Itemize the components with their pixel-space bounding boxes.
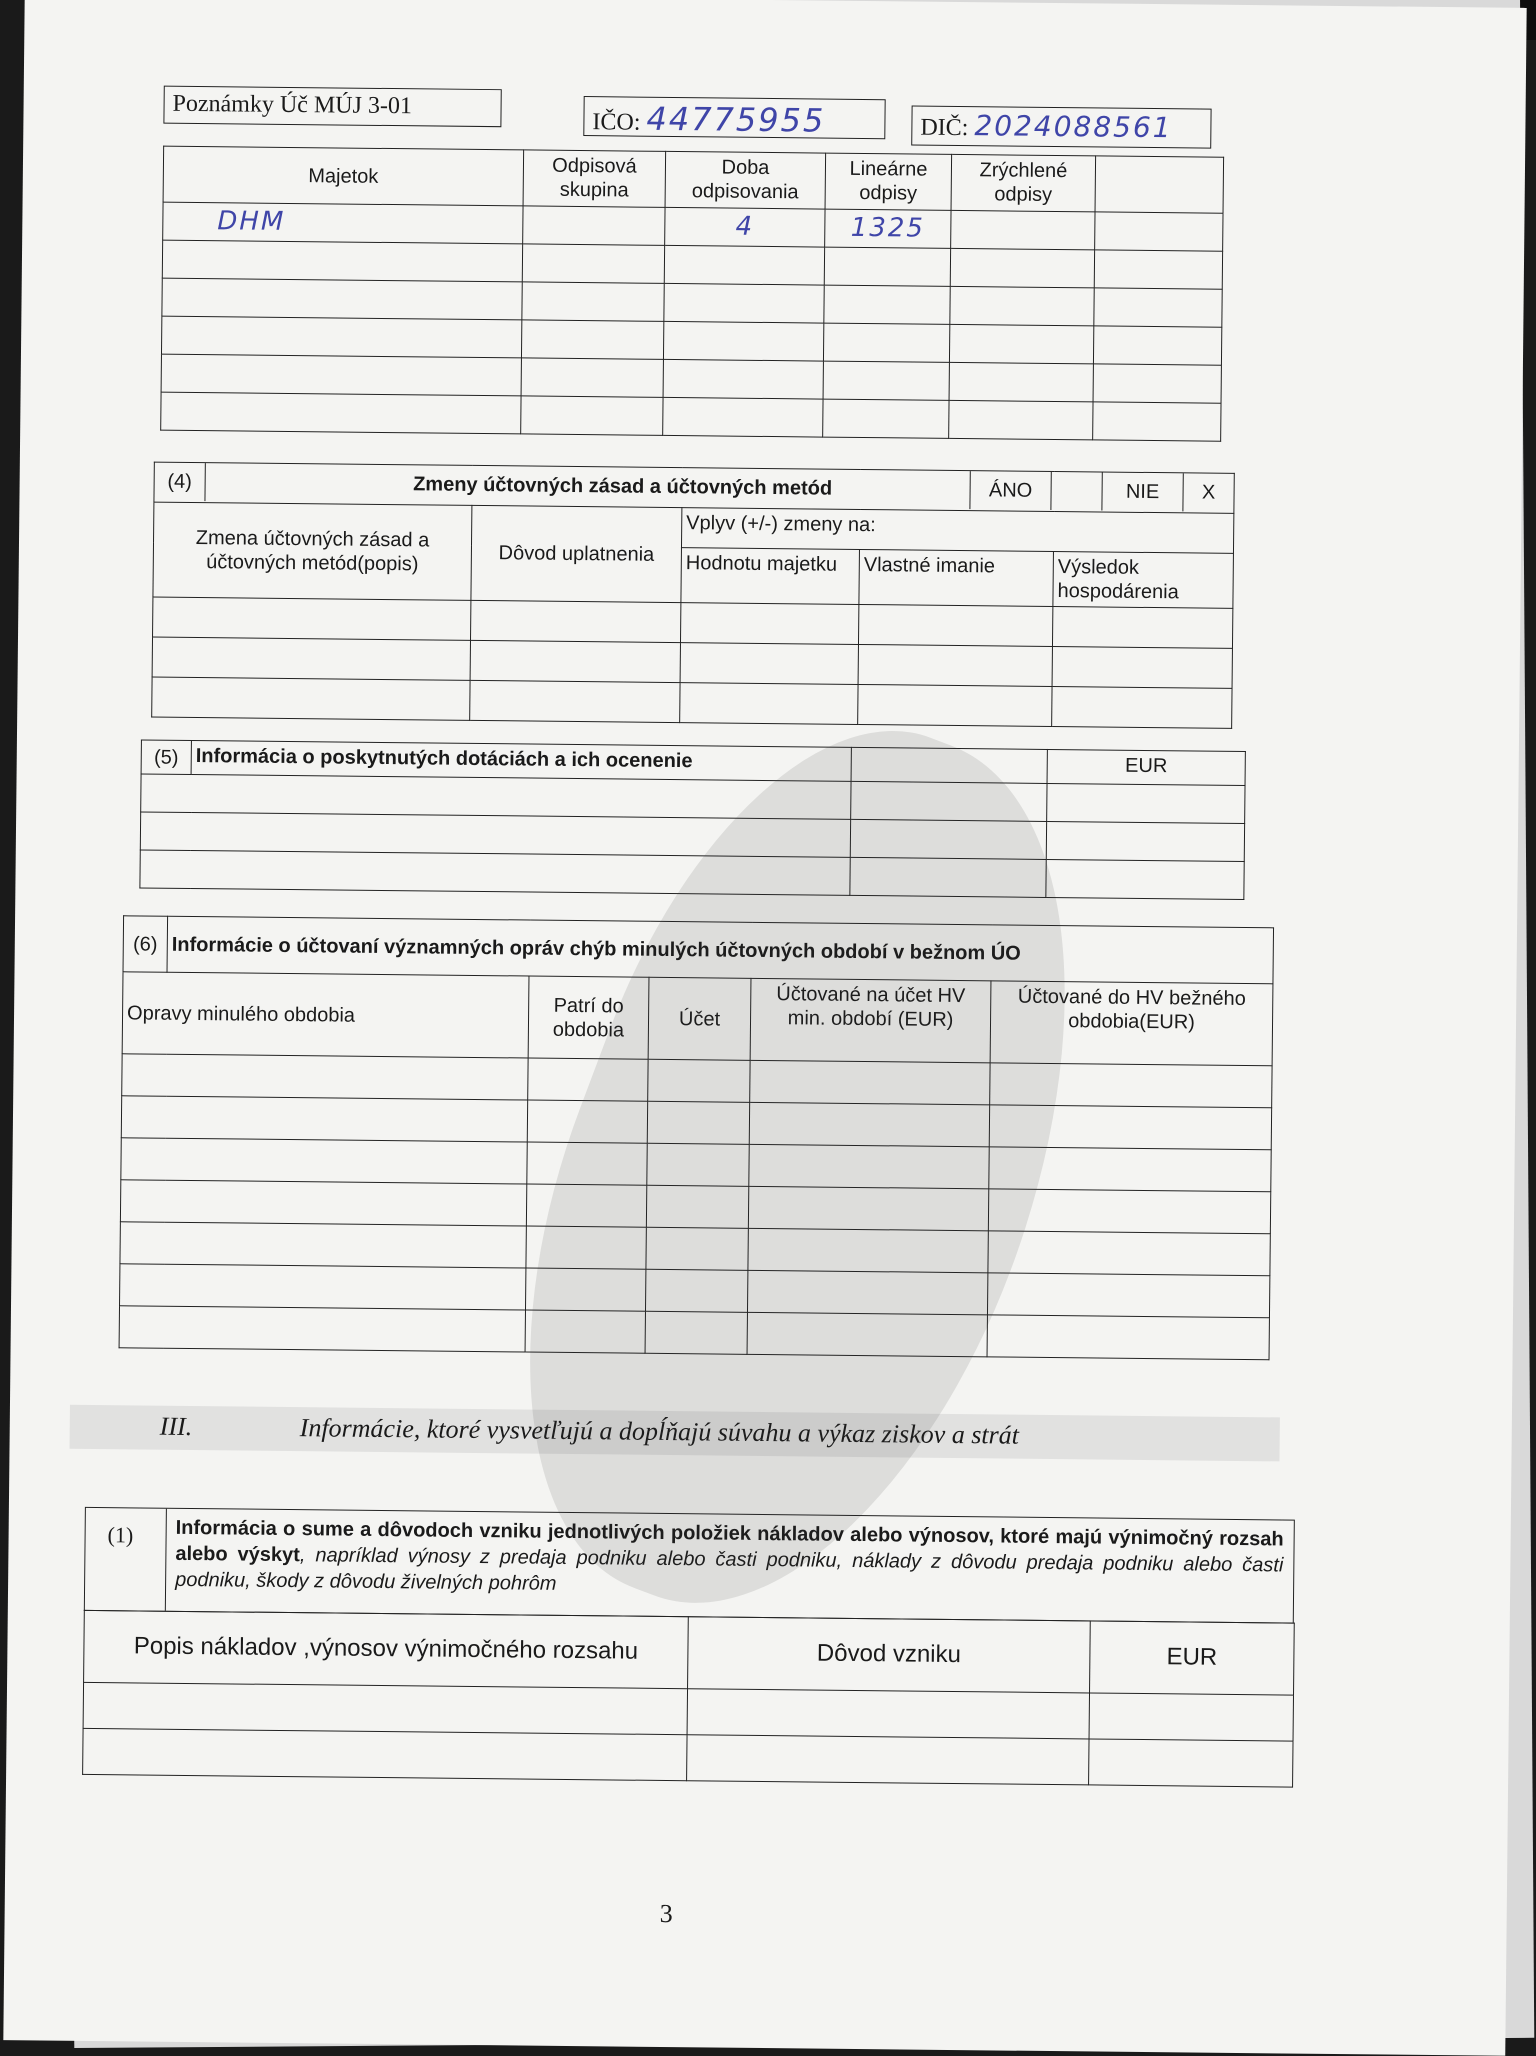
section6-title: Informácie o účtovaní významných opráv chýb minulých účtovných období v bežnom ÚO xyxy=(167,916,1274,984)
section4-col-equity: Vlastné imanie xyxy=(859,549,1054,606)
section4-ano-checkbox xyxy=(1050,472,1101,511)
section-iii-1-num: (1) xyxy=(107,1522,134,1548)
section6-table xyxy=(119,915,1274,1360)
table-cell xyxy=(663,398,823,438)
section6-num: (6) xyxy=(123,916,168,972)
page-number: 3 xyxy=(659,1898,673,1929)
table-cell xyxy=(949,401,1093,441)
section6-col5: Účtované do HV bežného obdobia(EUR) xyxy=(990,981,1273,1066)
table-cell xyxy=(663,360,823,400)
section-iii-num: III. xyxy=(159,1411,193,1442)
section4-col-result: Výsledok hospodárenia xyxy=(1053,551,1234,608)
section4-nie: NIE xyxy=(1101,472,1182,511)
table-cell xyxy=(950,287,1094,327)
table-cell xyxy=(161,354,521,396)
dep-header-linearne: Lineárne odpisy xyxy=(825,153,952,210)
section-iii-1-title-rest: , napríklad výnosy z predaja podniku alebo časti podniku, náklady z dôvodu predaja podniku alebo časti podniku, škody z dôvodu živelných pohrôm xyxy=(175,1544,1284,1595)
table-cell xyxy=(161,316,521,358)
section5-title: Informácia o poskytnutých dotáciách a ich ocenenie xyxy=(191,740,851,781)
table-cell xyxy=(1095,212,1223,252)
dep-period-value: 4 xyxy=(735,211,755,242)
section-iii-1-col3: EUR xyxy=(1090,1621,1295,1695)
table-cell xyxy=(824,247,950,286)
section4-table xyxy=(151,462,1235,729)
section-iii-title: Informácie, ktoré vysvetľujú a dopĺňajú súvahu a výkaz ziskov a strát xyxy=(299,1413,1020,1450)
form-code: Poznámky Úč MÚJ 3-01 xyxy=(172,90,413,120)
section4-col-assets: Hodnotu majetku xyxy=(681,548,860,605)
section5-num: (5) xyxy=(141,740,191,775)
table-cell xyxy=(823,361,949,400)
table-cell xyxy=(949,325,1093,365)
table-cell xyxy=(1093,364,1221,403)
table-cell xyxy=(824,285,950,324)
table-cell xyxy=(1094,288,1222,327)
section4-ano: ÁNO xyxy=(969,471,1050,510)
section-iii-1-title xyxy=(175,1515,1284,1605)
table-cell xyxy=(664,246,824,286)
table-cell xyxy=(1094,250,1222,289)
section-iii-1-header xyxy=(84,1507,1295,1624)
dic-label: DIČ: xyxy=(920,114,969,142)
table-cell xyxy=(521,396,663,435)
dic-value: 2024088561 xyxy=(974,109,1173,145)
dic-box xyxy=(911,105,1211,148)
table-cell xyxy=(1093,402,1221,441)
section4-title: Zmeny účtovných zásad a účtovných metód xyxy=(413,473,833,500)
section4-nie-checkbox: X xyxy=(1182,473,1233,512)
dep-header-majetok: Majetok xyxy=(163,146,524,206)
section4-col-reason: Dôvod uplatnenia xyxy=(471,505,682,602)
dep-asset-value: DHM xyxy=(217,206,286,237)
ico-value: 44775955 xyxy=(646,99,826,140)
section4-num: (4) xyxy=(154,463,205,502)
section-iii-1-table xyxy=(82,1610,1295,1788)
table-cell xyxy=(823,323,949,362)
table-cell xyxy=(521,358,663,397)
section4-col-impact: Vplyv (+/-) zmeny na: xyxy=(681,508,1233,554)
form-code-box xyxy=(163,86,501,128)
table-cell xyxy=(162,278,522,320)
table-cell xyxy=(823,399,949,438)
table-cell xyxy=(522,244,664,283)
dep-header-doba: Doba odpisovania xyxy=(665,151,826,209)
dep-header-zrychlene: Zrýchlené odpisy xyxy=(951,154,1096,212)
dep-header-extra xyxy=(1095,156,1224,213)
section6-col2: Patrí do obdobia xyxy=(528,976,649,1059)
table-cell xyxy=(949,363,1093,403)
document-page xyxy=(3,0,1526,2056)
section-iii-1-divider xyxy=(165,1509,167,1611)
table-cell xyxy=(663,322,823,362)
section4-col-change: Zmena účtovných zásad a účtovných metód(popis) xyxy=(153,502,472,600)
dep-header-skupina: Odpisová skupina xyxy=(523,150,666,207)
table-cell xyxy=(664,284,824,324)
table-cell xyxy=(522,282,664,321)
table-cell xyxy=(950,249,1094,289)
section5-table xyxy=(139,739,1245,900)
ico-box xyxy=(583,96,885,139)
section-iii-1-col1: Popis nákladov ,výnosov výnimočného rozsahu xyxy=(84,1610,689,1688)
section6-col3: Účet xyxy=(648,977,751,1060)
section6-col1: Opravy minulého obdobia xyxy=(122,972,529,1058)
table-cell xyxy=(161,392,521,434)
section-iii-1-title-bold: Informácia o sume a dôvodoch vzniku jednotlivých položiek nákladov alebo výnosov, ktoré majú výnimočný rozsah alebo výskyt xyxy=(175,1516,1284,1567)
ico-label: IČO: xyxy=(592,109,641,136)
dep-linear-value: 1325 xyxy=(850,212,926,244)
depreciation-table xyxy=(160,146,1224,442)
section6-col4: Účtované na účet HV min. období (EUR) xyxy=(750,978,991,1063)
table-cell xyxy=(951,210,1095,250)
table-cell xyxy=(523,206,665,246)
section5-eur: EUR xyxy=(1047,749,1245,785)
table-cell xyxy=(162,240,522,282)
table-cell xyxy=(1093,326,1221,365)
table-cell xyxy=(521,320,663,359)
section-iii-1-col2: Dôvod vzniku xyxy=(688,1617,1091,1693)
